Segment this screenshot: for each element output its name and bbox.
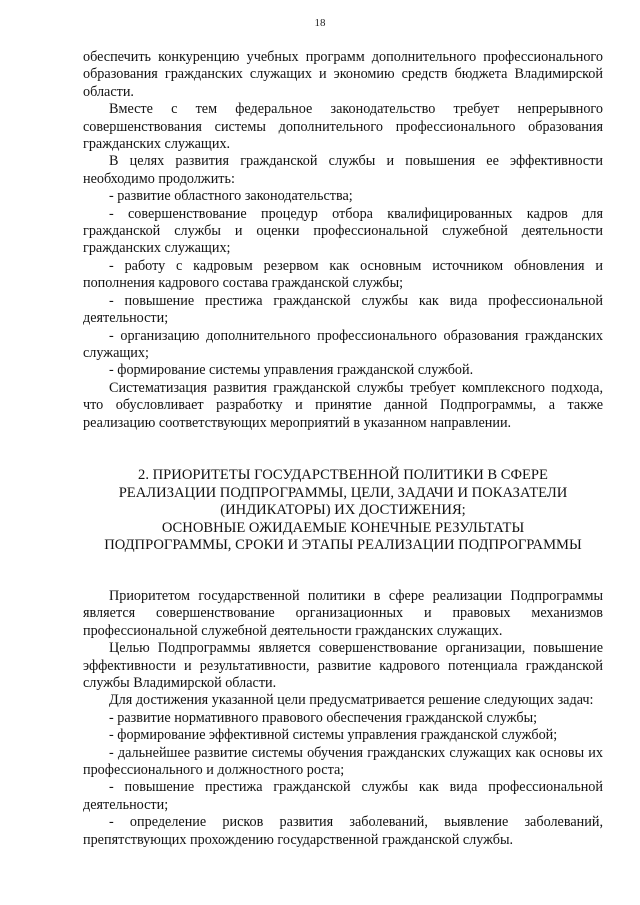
intro-list-item: - повышение престижа гражданской службы как вида профессиональной деятельности; bbox=[83, 292, 603, 327]
section-heading-line: 2. ПРИОРИТЕТЫ ГОСУДАРСТВЕННОЙ ПОЛИТИКИ В СФЕРЕ bbox=[138, 466, 548, 483]
section-heading-line: РЕАЛИЗАЦИИ ПОДПРОГРАММЫ, ЦЕЛИ, ЗАДАЧИ И ПОКАЗАТЕЛИ bbox=[118, 484, 568, 501]
section-list-item: - повышение престижа гражданской службы как вида профессиональной деятельности; bbox=[83, 779, 603, 813]
section-list-item: - определение рисков развития заболеваний, выявление заболеваний, препятствующих прохождению государственной гражданской службы. bbox=[83, 814, 603, 848]
section-heading bbox=[83, 467, 603, 555]
section-heading-line: (ИНДИКАТОРЫ) ИХ ДОСТИЖЕНИЯ; bbox=[220, 502, 466, 519]
intro-list-item: - совершенствование процедур отбора квалифицированных кадров для гражданской службы и оценки профессиональной служебной деятельности гражданских служащих; bbox=[83, 205, 603, 257]
section-heading-line: ОСНОВНЫЕ ОЖИДАЕМЫЕ КОНЕЧНЫЕ РЕЗУЛЬТАТЫ bbox=[161, 519, 525, 536]
section-list-item: - дальнейшее развитие системы обучения гражданских служащих как основы их профессионального и должностного роста; bbox=[83, 744, 603, 778]
intro-paragraph-2: Вместе с тем федеральное законодательство требует непрерывного совершенствования системы дополнительного профессионального образования гражданских служащих. bbox=[83, 101, 603, 153]
section-heading-line: ПОДПРОГРАММЫ, СРОКИ И ЭТАПЫ РЕАЛИЗАЦИИ ПОДПРОГРАММЫ bbox=[104, 537, 582, 554]
intro-paragraph-4: Систематизация развития гражданской службы требует комплексного подхода, что обусловливает разработку и принятие данной Подпрограммы, а также реализацию соответствующих мероприятий в указанном направлении. bbox=[83, 379, 603, 431]
intro-paragraph-3: В целях развития гражданской службы и повышения ее эффективности необходимо продолжить: bbox=[83, 153, 603, 187]
intro-list-item: - организацию дополнительного профессионального образования гражданских служащих; bbox=[83, 327, 603, 361]
intro-list-item: - развитие областного законодательства; bbox=[109, 188, 353, 205]
section-list-item: - формирование эффективной системы управления гражданской службой; bbox=[109, 727, 558, 744]
section-paragraph-3: Для достижения указанной цели предусматривается решение следующих задач: bbox=[109, 692, 594, 709]
intro-paragraph-1: обеспечить конкуренцию учебных программ дополнительного профессионального образования гражданских служащих и экономию средств бюджета Владимирской области. bbox=[83, 49, 603, 100]
section-paragraph-2: Целью Подпрограммы является совершенствование организации, повышение эффективности и результативности, развитие кадрового потенциала гражданской службы Владимирской области. bbox=[83, 640, 603, 691]
page-content bbox=[83, 49, 603, 849]
section-paragraph-1: Приоритетом государственной политики в сфере реализации Подпрограммы является совершенствование организационных и правовых механизмов профессиональной служебной деятельности гражданских служащих. bbox=[83, 587, 603, 639]
intro-list-item: - формирование системы управления гражданской службой. bbox=[109, 362, 474, 379]
page-number: 18 bbox=[314, 17, 326, 29]
section-list-item: - развитие нормативного правового обеспечения гражданской службы; bbox=[109, 709, 538, 726]
intro-list-item: - работу с кадровым резервом как основным источником обновления и пополнения кадрового состава гражданской службы; bbox=[83, 257, 603, 292]
